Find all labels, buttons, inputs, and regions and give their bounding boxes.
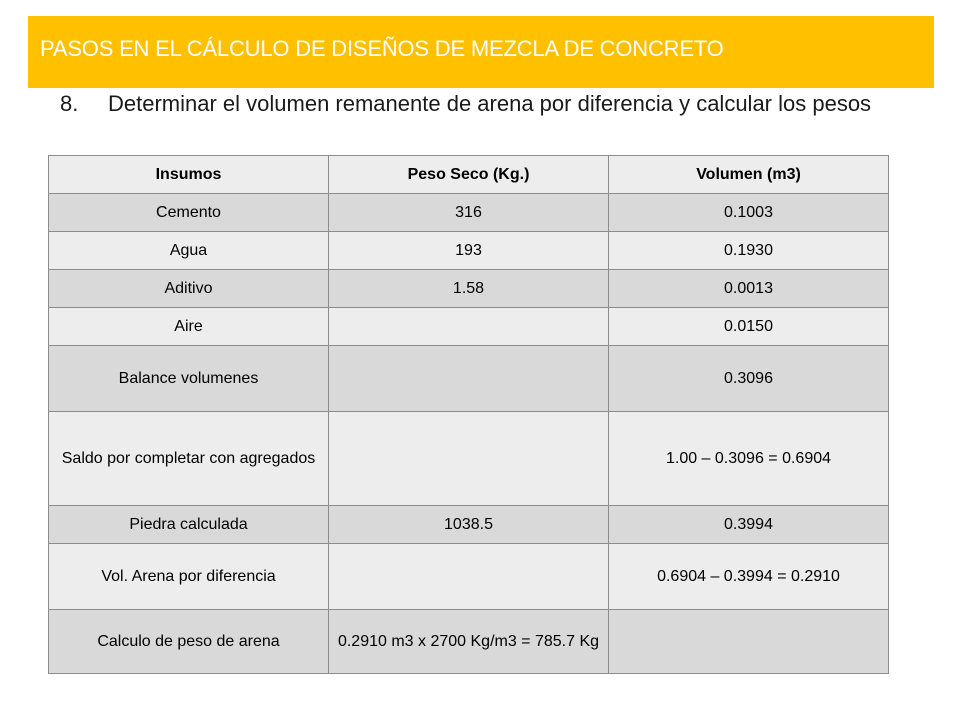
cell-volumen: 0.1003 (609, 194, 889, 232)
cell-insumo: Balance volumenes (49, 346, 329, 412)
cell-insumo: Piedra calculada (49, 506, 329, 544)
table-row (49, 270, 889, 308)
cell-insumo: Saldo por completar con agregados (49, 412, 329, 506)
cell-peso: 1038.5 (329, 506, 609, 544)
mix-design-table (48, 155, 889, 674)
step-item (60, 90, 900, 118)
cell-insumo: Aire (49, 308, 329, 346)
header-peso-seco: Peso Seco (Kg.) (329, 156, 609, 194)
cell-peso: 0.2910 m3 x 2700 Kg/m3 = 785.7 Kg (329, 610, 609, 674)
table-row (49, 308, 889, 346)
table-header-row (49, 156, 889, 194)
cell-peso (329, 346, 609, 412)
cell-volumen: 0.6904 – 0.3994 = 0.2910 (609, 544, 889, 610)
cell-peso (329, 412, 609, 506)
header-volumen: Volumen (m3) (609, 156, 889, 194)
cell-insumo: Agua (49, 232, 329, 270)
cell-peso: 193 (329, 232, 609, 270)
cell-volumen (609, 610, 889, 674)
table-row (49, 232, 889, 270)
table-row (49, 346, 889, 412)
cell-volumen: 0.1930 (609, 232, 889, 270)
cell-peso (329, 544, 609, 610)
table-row (49, 412, 889, 506)
cell-peso (329, 308, 609, 346)
cell-volumen: 0.3096 (609, 346, 889, 412)
step-text: Determinar el volumen remanente de arena por diferencia y calcular los pesos (108, 91, 872, 116)
cell-peso: 1.58 (329, 270, 609, 308)
cell-insumo: Aditivo (49, 270, 329, 308)
cell-volumen: 1.00 – 0.3096 = 0.6904 (609, 412, 889, 506)
header-insumos: Insumos (49, 156, 329, 194)
table-row (49, 506, 889, 544)
table-row (49, 544, 889, 610)
cell-peso: 316 (329, 194, 609, 232)
cell-volumen: 0.0150 (609, 308, 889, 346)
cell-volumen: 0.0013 (609, 270, 889, 308)
table-row (49, 610, 889, 674)
cell-insumo: Vol. Arena por diferencia (49, 544, 329, 610)
step-number: 8. (60, 91, 79, 116)
cell-volumen: 0.3994 (609, 506, 889, 544)
table-row (49, 194, 889, 232)
cell-insumo: Calculo de peso de arena (49, 610, 329, 674)
title-banner (28, 16, 934, 88)
slide-title: PASOS EN EL CÁLCULO DE DISEÑOS DE MEZCLA DE CONCRETO (40, 36, 724, 61)
cell-insumo: Cemento (49, 194, 329, 232)
